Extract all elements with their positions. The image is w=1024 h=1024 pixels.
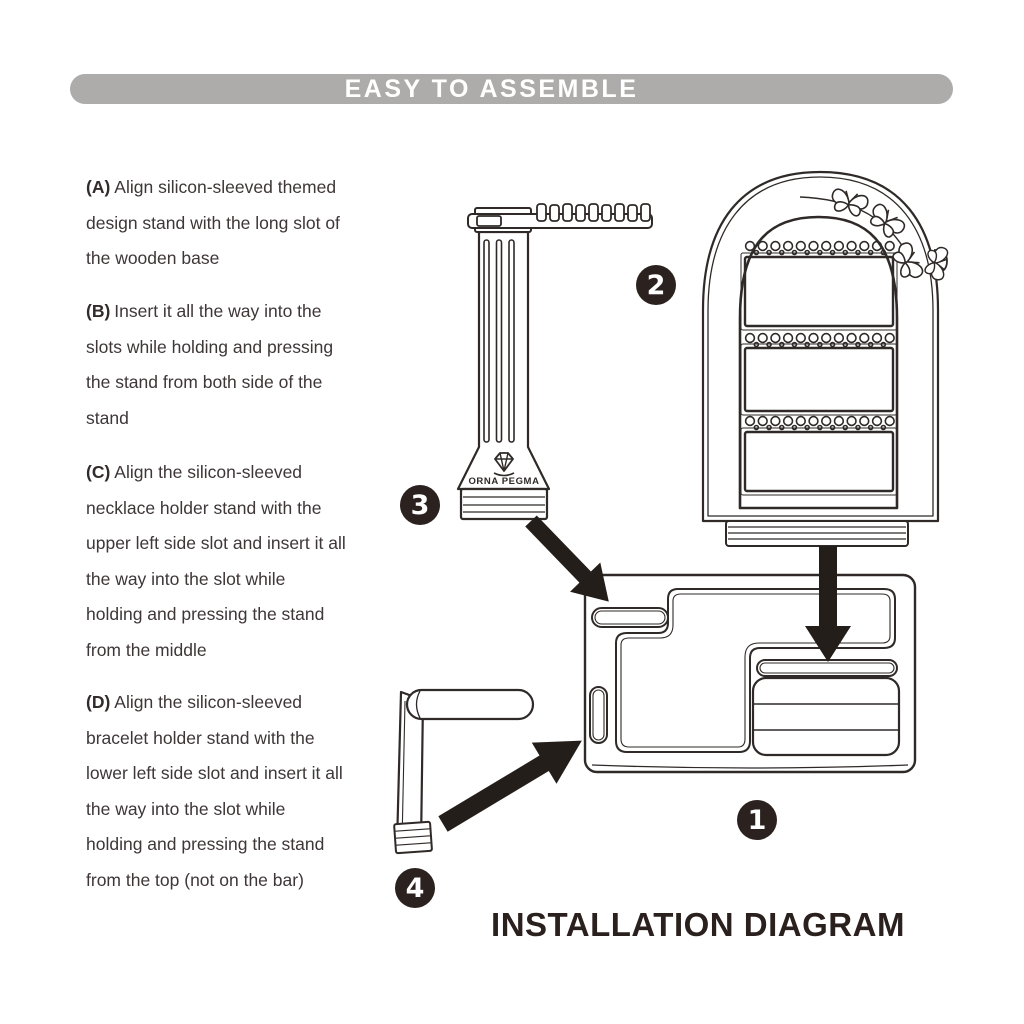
- instruction-a-text: Align silicon-sleeved themed design stand with the long slot of the wooden base: [86, 177, 340, 268]
- step-badge-2: 2: [636, 265, 676, 305]
- instruction-b-label: (B): [86, 301, 111, 321]
- insert-arrow-bracelet-to-base: [431, 720, 595, 845]
- instruction-b-text: Insert it all the way into the slots while holding and pressing the stand from both side of the stand: [86, 301, 334, 428]
- bracelet-bar-drawing: [394, 690, 533, 853]
- instruction-a-label: (A): [86, 177, 111, 197]
- stand-tenon: [461, 489, 547, 519]
- step-badge-1: 1: [737, 800, 777, 840]
- brand-label: ORNA PEGMA: [468, 476, 540, 487]
- bracelet-tenon: [394, 822, 432, 853]
- panel-tenon: [726, 521, 908, 546]
- insert-arrow-stand-to-base: [516, 506, 624, 616]
- bracelet-cushion: [753, 678, 899, 755]
- earring-panel-drawing: [703, 172, 949, 546]
- step-badge-4: 4: [395, 868, 435, 908]
- instruction-d-label: (D): [86, 692, 111, 712]
- page-title: INSTALLATION DIAGRAM: [491, 906, 905, 943]
- instruction-d-text: Align the silicon-sleeved bracelet holder stand with the lower left side slot and insert it all the way into the slot while holding and pressing the stand from the top (not on the bar): [86, 692, 343, 890]
- necklace-hooks: [537, 204, 650, 221]
- necklace-stand-drawing: [458, 204, 652, 519]
- instruction-c-label: (C): [86, 462, 111, 482]
- instruction-c-text: Align the silicon-sleeved necklace holder stand with the upper left side slot and insert it all the way into the slot while holding and pressing the stand from the middle: [86, 462, 346, 660]
- banner-label: EASY TO ASSEMBLE: [344, 74, 639, 103]
- step-badge-3: 3: [400, 485, 440, 525]
- base-drawing: [585, 575, 915, 772]
